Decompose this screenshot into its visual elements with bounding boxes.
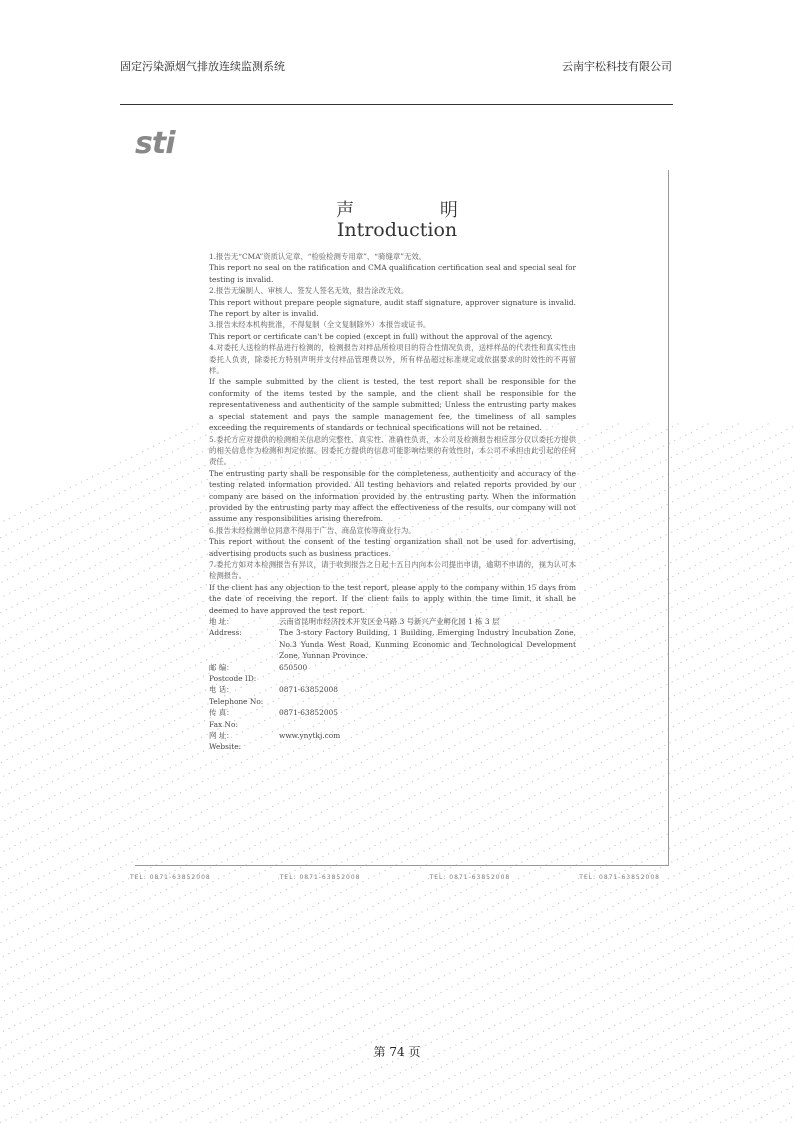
contact-value [279,741,576,752]
contact-value: 云南省昆明市经济技术开发区金马路 3 号新兴产业孵化园 1 栋 3 层 [279,617,500,626]
contact-label: Address: [209,628,242,638]
statement-paragraph: 5.委托方应对提供的检测相关信息的完整性、真实性、准确性负责，本公司及检测报告相应部分仅以委托方提供的相关信息作为检测和判定依据。因委托方提供的信息可能影响结果的有效性时，本公司不承担由此引起的任何责任。 [209,434,576,467]
header-rule [120,104,673,105]
contact-value: www.ynytkj.com [279,731,341,741]
statement-body [209,251,576,753]
statement-paragraph: 3.报告未经本机构批准，不得复制（全文复制除外）本报告或证书。 [209,320,431,330]
contact-label: 网 址： [209,731,234,741]
contact-label: Fax No: [209,719,238,729]
page-number: 第 74 页 [373,1045,421,1059]
statement-paragraph: If the sample submitted by the client is tested, the test report shall be responsible for the conformity of the items tested by the sample, and the client shall be responsible for the representativeness and authenticity of the sample submitted; Unless the entrusting party makes a special statement and pays the sample management fee, the timeliness of all samples exceeding the requirements of standards or technical specifications will not be retained. [209,377,576,433]
statement-paragraphs [209,251,576,616]
statement-paragraph: 2.报告无编制人、审核人、签发人签名无效，报告涂改无效。 [209,286,409,296]
contact-label: 地 址： [209,617,234,626]
footer-mark: TEL: 0871-63852008 [130,874,211,881]
statement-paragraph: 4.对委托人送检的样品进行检测的，检测报告对样品所检项目的符合性情况负责，送样样品的代表性和真实性由委托人负责，除委托方特别声明并支付样品管理费以外，所有样品超过标准规定或依据要求的时效性的不再留样。 [209,343,576,376]
contact-label: 邮 编： [209,662,234,672]
footer-marks [130,874,660,881]
statement-paragraph: This report without the consent of the testing organization shall not be used for advertising, advertising products such as business practices. [209,537,576,558]
statement-paragraph: 7.委托方如对本检测报告有异议，请于收到报告之日起十五日内向本公司提出申请，逾期不申请的，视为认可本检测报告。 [209,559,576,581]
company-logo: sti [135,126,175,161]
contact-block [209,616,576,753]
contact-value: 0871-63852005 [279,708,338,718]
header-right-company: 云南宇松科技有限公司 [562,60,672,73]
watermark-line [660,423,794,1123]
footer-mark: TEL: 0871-63852008 [579,874,660,881]
header-left-title: 固定污染源烟气排放连续监测系统 [120,60,285,73]
contact-value: 650500 [279,662,308,672]
statement-paragraph: This report no seal on the ratification and CMA qualification certification seal and special seal for testing is invalid. [209,263,576,284]
contact-label: 传 真： [209,708,234,718]
contact-label: Website: [209,742,242,752]
contact-label: Postcode ID: [209,674,257,684]
contact-value [279,696,576,707]
statement-paragraph: This report without prepare people signature, audit staff signature, approver signature is invalid. The report by alter is invalid. [209,297,576,319]
statement-paragraph: This report or certificate can't be copied (except in full) without the approval of the agency. [209,331,553,341]
title-english: Introduction [336,219,458,241]
statement-paragraph: If the client has any objection to the test report, please apply to the company within 15 days from the date of receiving the report. If the client fails to apply within the time limit, it shall be deemed to have approved the test report. [209,582,576,615]
contact-label: Telephone No: [209,696,264,706]
contact-value: 0871-63852008 [279,685,338,695]
contact-label: 电 话： [209,685,234,695]
footer-mark: TEL: 0871-63852008 [279,874,361,881]
contact-value [279,673,576,684]
footer-mark: TEL: 0871-63852008 [429,874,511,881]
statement-paragraph: 6.报告未经检测单位同意不得用于广告、商品宣传等商业行为。 [209,525,416,535]
contact-value: The 3-story Factory Building, 1 Building, Emerging Industry Incubation Zone, No.3 Yunda West Road, Kunming Economic and Technological Development Zone, Yunnan Province. [279,628,576,661]
title-chinese: 声 明 [336,200,498,221]
statement-paragraph: The entrusting party shall be responsible for the completeness, authenticity and accuracy of the testing related information provided. All testing behaviors and related reports provided by our company are based on the information provided by the entrusting party. When the information provided by the entrusting party may affect the effectiveness of the results, our company will not assume any responsibilities arising therefrom. [209,468,576,524]
statement-paragraph: 1.报告无“CMA”资质认定章、“检验检测专用章”、“骑缝章”无效。 [209,252,427,261]
watermark-line [750,423,794,1123]
watermark-line [780,423,794,1123]
watermark-line [690,423,794,1123]
watermark-line [720,423,794,1123]
contact-value [279,719,576,730]
